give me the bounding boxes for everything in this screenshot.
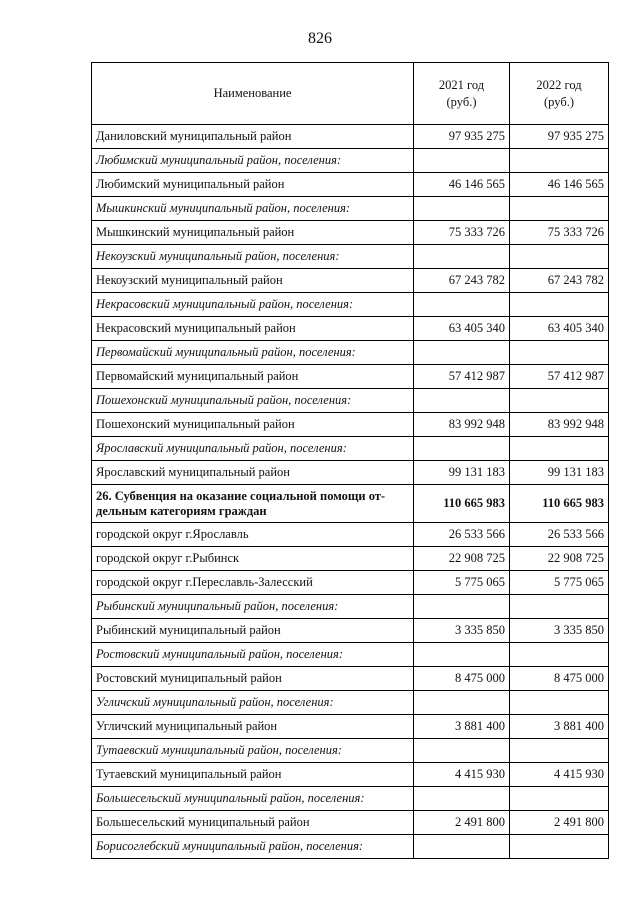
row-name-cell: городской округ г.Ярославль — [92, 523, 414, 547]
row-2022-cell — [510, 389, 609, 413]
row-2021-cell: 67 243 782 — [414, 269, 510, 293]
row-name-cell: Тутаевский муниципальный район — [92, 763, 414, 787]
table-row — [92, 715, 609, 739]
row-name-cell: Борисоглебский муниципальный район, поселения: — [92, 835, 414, 859]
row-2022-cell: 99 131 183 — [510, 461, 609, 485]
group-header-row — [92, 437, 609, 461]
header-2021 — [414, 63, 510, 125]
row-name-cell: Первомайский муниципальный район, поселения: — [92, 341, 414, 365]
row-2021-cell — [414, 835, 510, 859]
row-2021-cell: 83 992 948 — [414, 413, 510, 437]
row-name-cell: Большесельский муниципальный район, поселения: — [92, 787, 414, 811]
row-2022-cell — [510, 197, 609, 221]
row-name-cell: Мышкинский муниципальный район, поселения: — [92, 197, 414, 221]
group-header-row — [92, 691, 609, 715]
row-2021-cell: 8 475 000 — [414, 667, 510, 691]
row-2021-cell: 5 775 065 — [414, 571, 510, 595]
header-name: Наименование — [92, 63, 414, 125]
row-name-cell: Рыбинский муниципальный район, поселения: — [92, 595, 414, 619]
row-name-cell: Угличский муниципальный район — [92, 715, 414, 739]
row-2021-cell: 57 412 987 — [414, 365, 510, 389]
row-name-cell: 26. Субвенция на оказание социальной помощи от-дельным категориям граждан — [92, 485, 414, 523]
header-2021-year: 2021 год — [438, 77, 485, 92]
row-2021-cell — [414, 787, 510, 811]
row-name-cell: Даниловский муниципальный район — [92, 125, 414, 149]
row-2022-cell: 4 415 930 — [510, 763, 609, 787]
group-header-row — [92, 245, 609, 269]
row-2022-cell: 63 405 340 — [510, 317, 609, 341]
table-row — [92, 221, 609, 245]
row-2022-cell: 97 935 275 — [510, 125, 609, 149]
row-2021-cell — [414, 293, 510, 317]
row-2022-cell: 8 475 000 — [510, 667, 609, 691]
table-row — [92, 125, 609, 149]
row-2021-cell: 99 131 183 — [414, 461, 510, 485]
row-2022-cell — [510, 595, 609, 619]
row-2021-cell: 75 333 726 — [414, 221, 510, 245]
row-2022-cell — [510, 739, 609, 763]
row-2021-cell: 26 533 566 — [414, 523, 510, 547]
group-header-row — [92, 595, 609, 619]
page-number: 826 — [308, 30, 332, 47]
row-name-cell: Большесельский муниципальный район — [92, 811, 414, 835]
row-2021-cell — [414, 389, 510, 413]
row-name-cell: Некрасовский муниципальный район — [92, 317, 414, 341]
row-2021-cell — [414, 341, 510, 365]
row-2021-cell — [414, 739, 510, 763]
row-2022-cell — [510, 643, 609, 667]
row-2022-cell: 57 412 987 — [510, 365, 609, 389]
table-row — [92, 619, 609, 643]
row-name-cell: Угличский муниципальный район, поселения: — [92, 691, 414, 715]
row-2022-cell — [510, 149, 609, 173]
table-row — [92, 413, 609, 437]
row-2021-cell: 46 146 565 — [414, 173, 510, 197]
group-header-row — [92, 197, 609, 221]
row-2021-cell — [414, 691, 510, 715]
row-name-cell: Некоузский муниципальный район, поселения: — [92, 245, 414, 269]
row-2021-cell: 4 415 930 — [414, 763, 510, 787]
row-2021-cell: 22 908 725 — [414, 547, 510, 571]
table-row — [92, 173, 609, 197]
row-2022-cell: 83 992 948 — [510, 413, 609, 437]
row-name-cell: Любимский муниципальный район, поселения: — [92, 149, 414, 173]
table-header-row — [92, 63, 609, 125]
row-name-cell: Первомайский муниципальный район — [92, 365, 414, 389]
row-name-cell: Пошехонский муниципальный район — [92, 413, 414, 437]
table-row — [92, 317, 609, 341]
group-header-row — [92, 739, 609, 763]
table-row — [92, 811, 609, 835]
row-name-cell: Любимский муниципальный район — [92, 173, 414, 197]
table-row — [92, 763, 609, 787]
row-2021-cell — [414, 245, 510, 269]
row-2022-cell: 3 881 400 — [510, 715, 609, 739]
row-2021-cell: 3 335 850 — [414, 619, 510, 643]
header-2022 — [510, 63, 609, 125]
row-name-cell: Ростовский муниципальный район — [92, 667, 414, 691]
group-header-row — [92, 787, 609, 811]
table-row — [92, 365, 609, 389]
row-2021-cell: 97 935 275 — [414, 125, 510, 149]
table-body — [92, 125, 609, 859]
header-2022-year: 2022 год — [536, 77, 582, 92]
subvention-total-row — [92, 485, 609, 523]
row-2022-cell: 5 775 065 — [510, 571, 609, 595]
row-2022-cell — [510, 691, 609, 715]
row-name-cell: Тутаевский муниципальный район, поселения: — [92, 739, 414, 763]
group-header-row — [92, 643, 609, 667]
row-name-cell: Некоузский муниципальный район — [92, 269, 414, 293]
table-row — [92, 667, 609, 691]
row-2022-cell: 22 908 725 — [510, 547, 609, 571]
table-row — [92, 571, 609, 595]
row-2022-cell: 2 491 800 — [510, 811, 609, 835]
row-2022-cell — [510, 787, 609, 811]
group-header-row — [92, 389, 609, 413]
table-row — [92, 523, 609, 547]
row-name-cell: Ростовский муниципальный район, поселения: — [92, 643, 414, 667]
row-2021-cell — [414, 197, 510, 221]
group-header-row — [92, 341, 609, 365]
header-2022-unit: (руб.) — [544, 94, 574, 109]
row-2022-cell: 3 335 850 — [510, 619, 609, 643]
row-2022-cell — [510, 835, 609, 859]
group-header-row — [92, 835, 609, 859]
row-2022-cell: 110 665 983 — [510, 485, 609, 523]
group-header-row — [92, 149, 609, 173]
row-2021-cell: 2 491 800 — [414, 811, 510, 835]
row-2021-cell — [414, 437, 510, 461]
row-2022-cell — [510, 341, 609, 365]
row-2021-cell: 63 405 340 — [414, 317, 510, 341]
row-2022-cell — [510, 245, 609, 269]
row-name-cell: Рыбинский муниципальный район — [92, 619, 414, 643]
row-2022-cell: 75 333 726 — [510, 221, 609, 245]
row-name-cell: городской округ г.Рыбинск — [92, 547, 414, 571]
row-2021-cell: 110 665 983 — [414, 485, 510, 523]
row-2022-cell: 26 533 566 — [510, 523, 609, 547]
row-2021-cell — [414, 149, 510, 173]
row-2021-cell — [414, 643, 510, 667]
row-name-cell: Мышкинский муниципальный район — [92, 221, 414, 245]
row-name-cell: Некрасовский муниципальный район, поселения: — [92, 293, 414, 317]
table-row — [92, 461, 609, 485]
row-2022-cell — [510, 437, 609, 461]
table-row — [92, 547, 609, 571]
row-2022-cell — [510, 293, 609, 317]
row-2022-cell: 67 243 782 — [510, 269, 609, 293]
row-2021-cell — [414, 595, 510, 619]
row-2021-cell: 3 881 400 — [414, 715, 510, 739]
row-2022-cell: 46 146 565 — [510, 173, 609, 197]
header-2021-unit: (руб.) — [446, 94, 477, 109]
row-name-cell: Ярославский муниципальный район, поселения: — [92, 437, 414, 461]
budget-table — [91, 62, 609, 859]
row-name-cell: Пошехонский муниципальный район, поселения: — [92, 389, 414, 413]
row-name-cell: городской округ г.Переславль-Залесский — [92, 571, 414, 595]
row-name-cell: Ярославский муниципальный район — [92, 461, 414, 485]
table-row — [92, 269, 609, 293]
group-header-row — [92, 293, 609, 317]
